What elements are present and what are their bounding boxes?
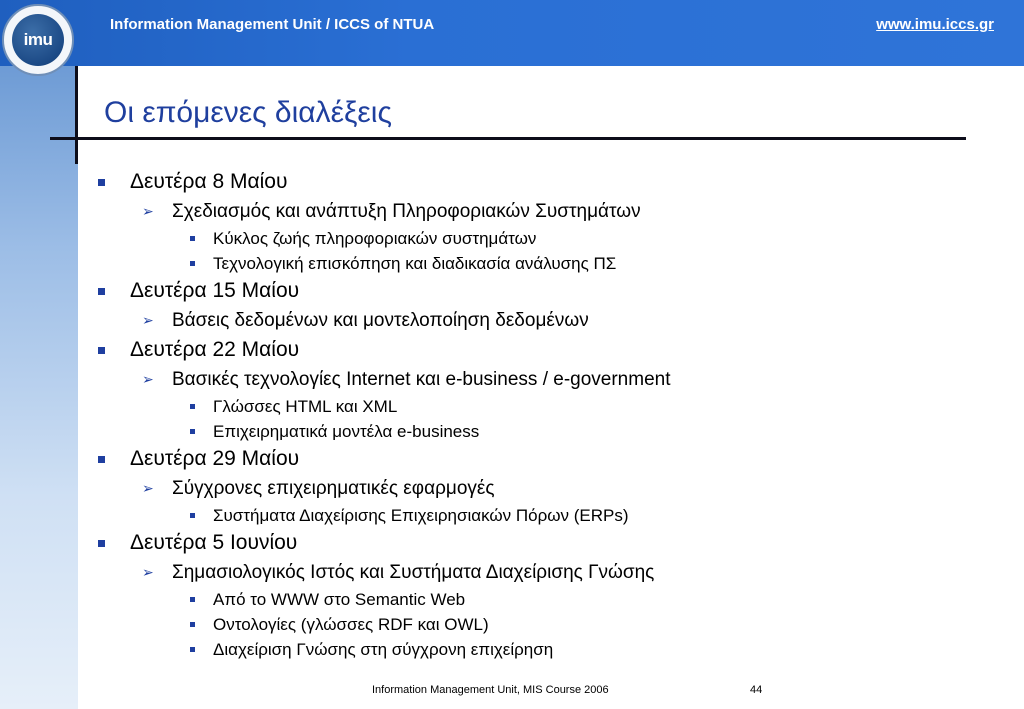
subtopic-bullet xyxy=(98,637,998,662)
square-bullet-icon xyxy=(98,288,105,295)
arrow-bullet-icon: ➢ xyxy=(142,312,154,328)
slide-title: Οι επόμενες διαλέξεις xyxy=(104,96,392,129)
subtopic-label: Οντολογίες (γλώσσες RDF και OWL) xyxy=(213,615,489,634)
small-square-bullet-icon xyxy=(190,622,195,627)
arrow-bullet-icon: ➢ xyxy=(142,564,154,580)
topic-label: Σύγχρονες επιχειρηματικές εφαρμογές xyxy=(172,478,495,499)
date-label: Δευτέρα 15 Μαίου xyxy=(130,279,300,302)
topic-bullet xyxy=(98,365,998,394)
arrow-bullet-icon: ➢ xyxy=(142,480,154,496)
small-square-bullet-icon xyxy=(190,236,195,241)
square-bullet-icon xyxy=(98,540,105,547)
header-bar xyxy=(0,0,1024,66)
subtopic-bullet xyxy=(98,612,998,637)
vertical-divider xyxy=(75,66,78,164)
subtopic-label: Τεχνολογική επισκόπηση και διαδικασία ανάλυσης ΠΣ xyxy=(213,254,617,273)
subtopic-bullet xyxy=(98,251,998,276)
square-bullet-icon xyxy=(98,456,105,463)
org-title: Information Management Unit / ICCS of NTUA xyxy=(110,16,435,33)
topic-bullet xyxy=(98,306,998,335)
date-label: Δευτέρα 29 Μαίου xyxy=(130,447,300,470)
square-bullet-icon xyxy=(98,179,105,186)
subtopic-label: Κύκλος ζωής πληροφοριακών συστημάτων xyxy=(213,229,537,248)
subtopic-bullet xyxy=(98,587,998,612)
small-square-bullet-icon xyxy=(190,261,195,266)
date-label: Δευτέρα 8 Μαίου xyxy=(130,170,288,193)
date-label: Δευτέρα 22 Μαίου xyxy=(130,338,300,361)
small-square-bullet-icon xyxy=(190,513,195,518)
subtopic-bullet xyxy=(98,394,998,419)
date-bullet xyxy=(98,528,998,558)
subtopic-label: Συστήματα Διαχείρισης Επιχειρησιακών Πόρων (ERPs) xyxy=(213,506,629,525)
small-square-bullet-icon xyxy=(190,429,195,434)
topic-bullet xyxy=(98,197,998,226)
small-square-bullet-icon xyxy=(190,404,195,409)
topic-label: Σημασιολογικός Ιστός και Συστήματα Διαχείρισης Γνώσης xyxy=(172,562,655,583)
arrow-bullet-icon: ➢ xyxy=(142,203,154,219)
topic-label: Σχεδιασμός και ανάπτυξη Πληροφοριακών Συστημάτων xyxy=(172,201,641,222)
topic-label: Βάσεις δεδομένων και μοντελοποίηση δεδομένων xyxy=(172,310,589,331)
subtopic-bullet xyxy=(98,419,998,444)
bullet-list xyxy=(98,167,998,662)
arrow-bullet-icon: ➢ xyxy=(142,371,154,387)
topic-label: Βασικές τεχνολογίες Internet και e-business / e-government xyxy=(172,369,671,390)
footer-text: Information Management Unit, MIS Course 2006 xyxy=(372,684,609,696)
subtopic-label: Από το WWW στο Semantic Web xyxy=(213,590,466,609)
title-underline xyxy=(50,137,966,140)
page-number: 44 xyxy=(750,684,763,696)
subtopic-bullet xyxy=(98,226,998,251)
subtopic-label: Διαχείριση Γνώσης στη σύγχρονη επιχείρηση xyxy=(213,640,554,659)
imu-logo xyxy=(2,4,74,76)
subtopic-bullet xyxy=(98,503,998,528)
left-gradient-band xyxy=(0,0,78,709)
site-link[interactable]: www.imu.iccs.gr xyxy=(876,16,994,33)
date-bullet xyxy=(98,276,998,306)
square-bullet-icon xyxy=(98,347,105,354)
topic-bullet xyxy=(98,474,998,503)
date-bullet xyxy=(98,444,998,474)
subtopic-label: Επιχειρηματικά μοντέλα e-business xyxy=(213,422,480,441)
topic-bullet xyxy=(98,558,998,587)
date-bullet xyxy=(98,335,998,365)
date-label: Δευτέρα 5 Ιουνίου xyxy=(130,531,298,554)
subtopic-label: Γλώσσες HTML και XML xyxy=(213,397,398,416)
small-square-bullet-icon xyxy=(190,597,195,602)
small-square-bullet-icon xyxy=(190,647,195,652)
date-bullet xyxy=(98,167,998,197)
logo-text: imu xyxy=(12,14,64,66)
